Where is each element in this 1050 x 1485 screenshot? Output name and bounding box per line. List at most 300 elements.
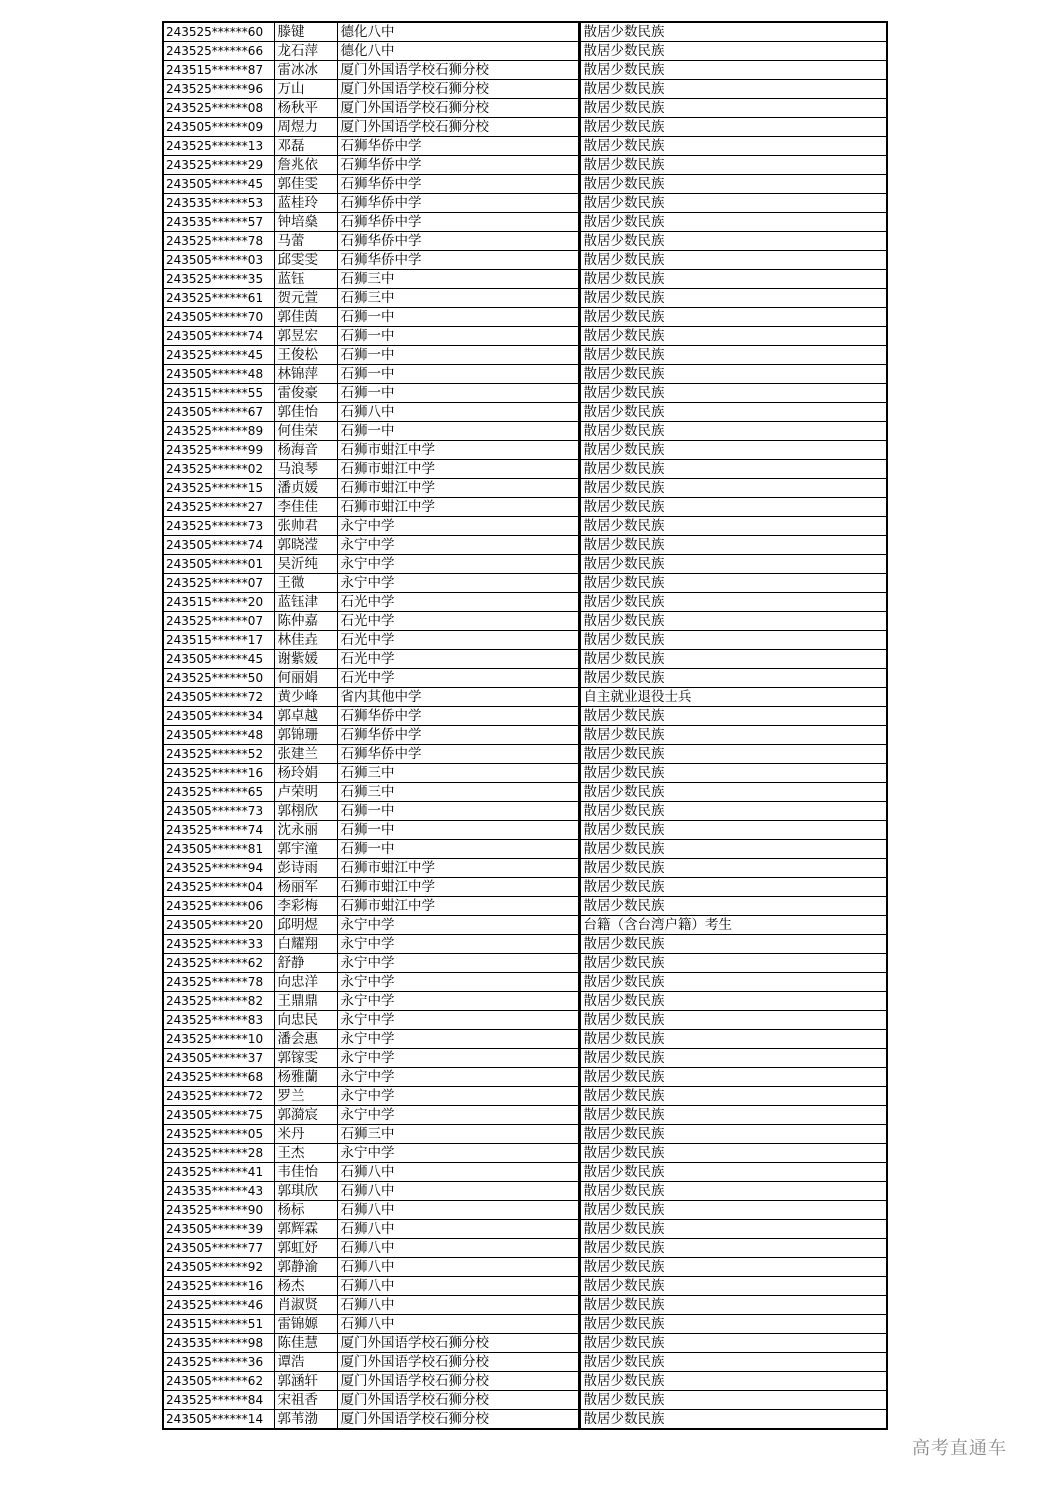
table-row — [163, 878, 887, 897]
candidate-id-cell: 243525******96 — [163, 80, 274, 99]
name-cell: 谢紫媛 — [274, 650, 337, 669]
table-row — [163, 1163, 887, 1182]
category-cell: 散居少数民族 — [579, 783, 887, 802]
candidate-id-cell: 243505******70 — [163, 308, 274, 327]
school-cell: 石狮市蚶江中学 — [337, 878, 579, 897]
name-cell: 潘会惠 — [274, 1030, 337, 1049]
name-cell: 杨杰 — [274, 1277, 337, 1296]
school-cell: 永宁中学 — [337, 1030, 579, 1049]
category-cell: 散居少数民族 — [579, 669, 887, 688]
school-cell: 石狮一中 — [337, 422, 579, 441]
category-cell: 散居少数民族 — [579, 1030, 887, 1049]
category-cell: 散居少数民族 — [579, 1163, 887, 1182]
table-row — [163, 669, 887, 688]
school-cell: 石狮华侨中学 — [337, 251, 579, 270]
candidate-id-cell: 243505******74 — [163, 327, 274, 346]
table-row — [163, 821, 887, 840]
name-cell: 潘贞媛 — [274, 479, 337, 498]
school-cell: 石狮华侨中学 — [337, 156, 579, 175]
category-cell: 散居少数民族 — [579, 859, 887, 878]
category-cell: 散居少数民族 — [579, 213, 887, 232]
candidate-id-cell: 243525******05 — [163, 1125, 274, 1144]
school-cell: 石狮三中 — [337, 783, 579, 802]
candidate-id-cell: 243525******29 — [163, 156, 274, 175]
name-cell: 沈永丽 — [274, 821, 337, 840]
name-cell: 张建兰 — [274, 745, 337, 764]
candidate-id-cell: 243505******39 — [163, 1220, 274, 1239]
school-cell: 永宁中学 — [337, 517, 579, 536]
name-cell: 张帅君 — [274, 517, 337, 536]
candidate-id-cell: 243535******57 — [163, 213, 274, 232]
table-row — [163, 1353, 887, 1372]
name-cell: 万山 — [274, 80, 337, 99]
category-cell: 散居少数民族 — [579, 802, 887, 821]
candidate-id-cell: 243525******82 — [163, 992, 274, 1011]
category-cell: 散居少数民族 — [579, 460, 887, 479]
table-row — [163, 137, 887, 156]
candidate-id-cell: 243525******02 — [163, 460, 274, 479]
school-cell: 石狮市蚶江中学 — [337, 859, 579, 878]
candidate-id-cell: 243505******48 — [163, 726, 274, 745]
name-cell: 詹兆依 — [274, 156, 337, 175]
table-row — [163, 308, 887, 327]
name-cell: 杨标 — [274, 1201, 337, 1220]
school-cell: 石狮华侨中学 — [337, 137, 579, 156]
name-cell: 郭佳雯 — [274, 175, 337, 194]
candidate-id-cell: 243525******60 — [163, 22, 274, 42]
name-cell: 韦佳怡 — [274, 1163, 337, 1182]
category-cell: 散居少数民族 — [579, 346, 887, 365]
name-cell: 郭琪欣 — [274, 1182, 337, 1201]
candidate-id-cell: 243505******34 — [163, 707, 274, 726]
watermark-text: 高考直通车 — [912, 1438, 1007, 1459]
category-cell: 散居少数民族 — [579, 1125, 887, 1144]
candidate-id-cell: 243505******45 — [163, 650, 274, 669]
name-cell: 马蕾 — [274, 232, 337, 251]
category-cell: 散居少数民族 — [579, 99, 887, 118]
name-cell: 雷冰冰 — [274, 61, 337, 80]
table-row — [163, 270, 887, 289]
school-cell: 石狮华侨中学 — [337, 194, 579, 213]
school-cell: 石狮华侨中学 — [337, 213, 579, 232]
table-row — [163, 1106, 887, 1125]
school-cell: 厦门外国语学校石狮分校 — [337, 1353, 579, 1372]
candidate-id-cell: 243525******78 — [163, 232, 274, 251]
category-cell: 散居少数民族 — [579, 840, 887, 859]
name-cell: 肖淑贤 — [274, 1296, 337, 1315]
school-cell: 石狮一中 — [337, 840, 579, 859]
category-cell: 散居少数民族 — [579, 726, 887, 745]
name-cell: 郭镓雯 — [274, 1049, 337, 1068]
category-cell: 散居少数民族 — [579, 479, 887, 498]
name-cell: 郭锦珊 — [274, 726, 337, 745]
table-row — [163, 745, 887, 764]
candidate-id-cell: 243525******84 — [163, 1391, 274, 1410]
name-cell: 郭佳怡 — [274, 403, 337, 422]
name-cell: 郭静渝 — [274, 1258, 337, 1277]
name-cell: 卢荣明 — [274, 783, 337, 802]
school-cell: 厦门外国语学校石狮分校 — [337, 1391, 579, 1410]
table-row — [163, 80, 887, 99]
candidate-id-cell: 243525******50 — [163, 669, 274, 688]
candidate-id-cell: 243505******75 — [163, 1106, 274, 1125]
table-row — [163, 1144, 887, 1163]
category-cell: 散居少数民族 — [579, 992, 887, 1011]
name-cell: 郭晓滢 — [274, 536, 337, 555]
category-cell: 散居少数民族 — [579, 897, 887, 916]
name-cell: 王鼎鼎 — [274, 992, 337, 1011]
table-row — [163, 175, 887, 194]
name-cell: 彭诗雨 — [274, 859, 337, 878]
table-row — [163, 118, 887, 137]
name-cell: 郭佳茵 — [274, 308, 337, 327]
category-cell: 散居少数民族 — [579, 365, 887, 384]
school-cell: 永宁中学 — [337, 954, 579, 973]
school-cell: 石狮八中 — [337, 1220, 579, 1239]
candidate-id-cell: 243515******17 — [163, 631, 274, 650]
name-cell: 马浪琴 — [274, 460, 337, 479]
name-cell: 杨秋平 — [274, 99, 337, 118]
candidate-id-cell: 243505******48 — [163, 365, 274, 384]
table-row — [163, 365, 887, 384]
table-row — [163, 99, 887, 118]
school-cell: 石狮三中 — [337, 1125, 579, 1144]
table-row — [163, 536, 887, 555]
candidate-id-cell: 243525******27 — [163, 498, 274, 517]
candidate-id-cell: 243525******61 — [163, 289, 274, 308]
category-cell: 散居少数民族 — [579, 1353, 887, 1372]
name-cell: 蓝钰津 — [274, 593, 337, 612]
table-row — [163, 194, 887, 213]
school-cell: 石狮八中 — [337, 1201, 579, 1220]
table-row — [163, 1372, 887, 1391]
name-cell: 何佳荣 — [274, 422, 337, 441]
candidate-id-cell: 243525******10 — [163, 1030, 274, 1049]
table-row — [163, 840, 887, 859]
table-row — [163, 1182, 887, 1201]
name-cell: 杨丽军 — [274, 878, 337, 897]
name-cell: 雷俊豪 — [274, 384, 337, 403]
school-cell: 德化八中 — [337, 22, 579, 42]
candidate-id-cell: 243525******04 — [163, 878, 274, 897]
candidate-id-cell: 243525******13 — [163, 137, 274, 156]
candidate-id-cell: 243505******81 — [163, 840, 274, 859]
school-cell: 石狮一中 — [337, 365, 579, 384]
candidate-id-cell: 243525******08 — [163, 99, 274, 118]
category-cell: 散居少数民族 — [579, 745, 887, 764]
name-cell: 郭栩欣 — [274, 802, 337, 821]
table-row — [163, 403, 887, 422]
candidate-id-cell: 243525******73 — [163, 517, 274, 536]
table-row — [163, 631, 887, 650]
school-cell: 石狮一中 — [337, 346, 579, 365]
table-row — [163, 517, 887, 536]
category-cell: 散居少数民族 — [579, 270, 887, 289]
candidate-id-cell: 243525******99 — [163, 441, 274, 460]
category-cell: 散居少数民族 — [579, 954, 887, 973]
name-cell: 郭涵轩 — [274, 1372, 337, 1391]
table-row — [163, 346, 887, 365]
name-cell: 郭辉霖 — [274, 1220, 337, 1239]
candidate-id-cell: 243505******62 — [163, 1372, 274, 1391]
category-cell: 散居少数民族 — [579, 517, 887, 536]
candidate-id-cell: 243505******72 — [163, 688, 274, 707]
category-cell: 散居少数民族 — [579, 42, 887, 61]
candidate-id-cell: 243535******43 — [163, 1182, 274, 1201]
school-cell: 永宁中学 — [337, 992, 579, 1011]
school-cell: 石狮八中 — [337, 1239, 579, 1258]
name-cell: 宋祖香 — [274, 1391, 337, 1410]
candidate-id-cell: 243525******94 — [163, 859, 274, 878]
school-cell: 石狮八中 — [337, 1182, 579, 1201]
school-cell: 厦门外国语学校石狮分校 — [337, 61, 579, 80]
table-row — [163, 1410, 887, 1430]
school-cell: 石狮八中 — [337, 1258, 579, 1277]
name-cell: 蓝桂玲 — [274, 194, 337, 213]
category-cell: 散居少数民族 — [579, 194, 887, 213]
school-cell: 永宁中学 — [337, 536, 579, 555]
candidate-id-cell: 243525******16 — [163, 764, 274, 783]
name-cell: 贺元萱 — [274, 289, 337, 308]
school-cell: 石狮三中 — [337, 270, 579, 289]
table-row — [163, 726, 887, 745]
table-row — [163, 1258, 887, 1277]
school-cell: 石狮市蚶江中学 — [337, 460, 579, 479]
name-cell: 向忠民 — [274, 1011, 337, 1030]
school-cell: 石光中学 — [337, 612, 579, 631]
table-row — [163, 916, 887, 935]
table-row — [163, 954, 887, 973]
category-cell: 散居少数民族 — [579, 137, 887, 156]
table-row — [163, 1030, 887, 1049]
table-row — [163, 232, 887, 251]
candidate-id-cell: 243525******66 — [163, 42, 274, 61]
school-cell: 石狮八中 — [337, 1163, 579, 1182]
table-row — [163, 1391, 887, 1410]
category-cell: 散居少数民族 — [579, 1106, 887, 1125]
name-cell: 王杰 — [274, 1144, 337, 1163]
school-cell: 石狮一中 — [337, 327, 579, 346]
name-cell: 李佳佳 — [274, 498, 337, 517]
name-cell: 钟培燊 — [274, 213, 337, 232]
name-cell: 郭宇潼 — [274, 840, 337, 859]
school-cell: 厦门外国语学校石狮分校 — [337, 80, 579, 99]
school-cell: 石狮八中 — [337, 1277, 579, 1296]
table-row — [163, 1087, 887, 1106]
name-cell: 邱雯雯 — [274, 251, 337, 270]
table-row — [163, 479, 887, 498]
table-row — [163, 251, 887, 270]
category-cell: 散居少数民族 — [579, 1315, 887, 1334]
category-cell: 散居少数民族 — [579, 878, 887, 897]
table-row — [163, 650, 887, 669]
table-row — [163, 783, 887, 802]
category-cell: 散居少数民族 — [579, 1011, 887, 1030]
name-cell: 雷锦嫄 — [274, 1315, 337, 1334]
school-cell: 石狮三中 — [337, 764, 579, 783]
candidate-id-cell: 243525******72 — [163, 1087, 274, 1106]
table-row — [163, 707, 887, 726]
candidate-table — [162, 21, 888, 1430]
table-row — [163, 973, 887, 992]
candidate-id-cell: 243525******52 — [163, 745, 274, 764]
category-cell: 散居少数民族 — [579, 1334, 887, 1353]
candidate-id-cell: 243525******06 — [163, 897, 274, 916]
category-cell: 散居少数民族 — [579, 1220, 887, 1239]
school-cell: 厦门外国语学校石狮分校 — [337, 1334, 579, 1353]
candidate-id-cell: 243525******35 — [163, 270, 274, 289]
table-row — [163, 327, 887, 346]
name-cell: 王微 — [274, 574, 337, 593]
category-cell: 台籍（含台湾户籍）考生 — [579, 916, 887, 935]
category-cell: 散居少数民族 — [579, 251, 887, 270]
category-cell: 散居少数民族 — [579, 384, 887, 403]
school-cell: 永宁中学 — [337, 1087, 579, 1106]
school-cell: 永宁中学 — [337, 1049, 579, 1068]
name-cell: 周煜力 — [274, 118, 337, 137]
candidate-id-cell: 243505******92 — [163, 1258, 274, 1277]
name-cell: 郭漪宸 — [274, 1106, 337, 1125]
category-cell: 散居少数民族 — [579, 175, 887, 194]
candidate-id-cell: 243515******51 — [163, 1315, 274, 1334]
candidate-id-cell: 243525******41 — [163, 1163, 274, 1182]
table-row — [163, 1220, 887, 1239]
school-cell: 厦门外国语学校石狮分校 — [337, 1372, 579, 1391]
category-cell: 散居少数民族 — [579, 232, 887, 251]
category-cell: 散居少数民族 — [579, 1144, 887, 1163]
category-cell: 散居少数民族 — [579, 1201, 887, 1220]
category-cell: 散居少数民族 — [579, 593, 887, 612]
table-row — [163, 1296, 887, 1315]
candidate-id-cell: 243525******89 — [163, 422, 274, 441]
school-cell: 石狮八中 — [337, 403, 579, 422]
table-row — [163, 213, 887, 232]
candidate-id-cell: 243535******98 — [163, 1334, 274, 1353]
table-row — [163, 1068, 887, 1087]
name-cell: 米丹 — [274, 1125, 337, 1144]
candidate-id-cell: 243505******09 — [163, 118, 274, 137]
candidate-id-cell: 243525******07 — [163, 574, 274, 593]
category-cell: 散居少数民族 — [579, 289, 887, 308]
candidate-id-cell: 243525******46 — [163, 1296, 274, 1315]
category-cell: 散居少数民族 — [579, 1372, 887, 1391]
name-cell: 李彩梅 — [274, 897, 337, 916]
category-cell: 散居少数民族 — [579, 764, 887, 783]
school-cell: 石狮市蚶江中学 — [337, 498, 579, 517]
school-cell: 德化八中 — [337, 42, 579, 61]
candidate-id-cell: 243515******87 — [163, 61, 274, 80]
school-cell: 石狮一中 — [337, 384, 579, 403]
category-cell: 散居少数民族 — [579, 1296, 887, 1315]
school-cell: 永宁中学 — [337, 1068, 579, 1087]
name-cell: 郭昱宏 — [274, 327, 337, 346]
candidate-id-cell: 243505******37 — [163, 1049, 274, 1068]
table-row — [163, 460, 887, 479]
name-cell: 杨玲娟 — [274, 764, 337, 783]
name-cell: 杨雅蘭 — [274, 1068, 337, 1087]
school-cell: 石光中学 — [337, 650, 579, 669]
school-cell: 永宁中学 — [337, 1144, 579, 1163]
candidate-id-cell: 243505******03 — [163, 251, 274, 270]
table-row — [163, 1011, 887, 1030]
school-cell: 石狮市蚶江中学 — [337, 441, 579, 460]
category-cell: 散居少数民族 — [579, 61, 887, 80]
table-row — [163, 1277, 887, 1296]
school-cell: 石狮华侨中学 — [337, 175, 579, 194]
school-cell: 石狮三中 — [337, 289, 579, 308]
category-cell: 散居少数民族 — [579, 555, 887, 574]
table-row — [163, 61, 887, 80]
name-cell: 郭苇渤 — [274, 1410, 337, 1430]
name-cell: 陈佳慧 — [274, 1334, 337, 1353]
name-cell: 杨海音 — [274, 441, 337, 460]
category-cell: 散居少数民族 — [579, 536, 887, 555]
table-row — [163, 802, 887, 821]
school-cell: 永宁中学 — [337, 916, 579, 935]
name-cell: 郭虹妤 — [274, 1239, 337, 1258]
table-row — [163, 1125, 887, 1144]
name-cell: 林锦萍 — [274, 365, 337, 384]
school-cell: 石狮八中 — [337, 1296, 579, 1315]
school-cell: 厦门外国语学校石狮分校 — [337, 99, 579, 118]
name-cell: 陈仲嘉 — [274, 612, 337, 631]
candidate-id-cell: 243525******45 — [163, 346, 274, 365]
school-cell: 石狮一中 — [337, 802, 579, 821]
school-cell: 石光中学 — [337, 669, 579, 688]
category-cell: 散居少数民族 — [579, 1258, 887, 1277]
school-cell: 石狮市蚶江中学 — [337, 479, 579, 498]
name-cell: 林佳垚 — [274, 631, 337, 650]
candidate-id-cell: 243525******90 — [163, 1201, 274, 1220]
candidate-table-body — [163, 22, 887, 1429]
category-cell: 散居少数民族 — [579, 1410, 887, 1430]
candidate-id-cell: 243525******78 — [163, 973, 274, 992]
category-cell: 散居少数民族 — [579, 80, 887, 99]
school-cell: 永宁中学 — [337, 1011, 579, 1030]
category-cell: 散居少数民族 — [579, 612, 887, 631]
category-cell: 散居少数民族 — [579, 935, 887, 954]
table-row — [163, 441, 887, 460]
candidate-id-cell: 243505******20 — [163, 916, 274, 935]
category-cell: 散居少数民族 — [579, 308, 887, 327]
table-row — [163, 498, 887, 517]
candidate-id-cell: 243525******65 — [163, 783, 274, 802]
school-cell: 永宁中学 — [337, 574, 579, 593]
table-row — [163, 42, 887, 61]
table-row — [163, 22, 887, 42]
school-cell: 石狮一中 — [337, 821, 579, 840]
table-row — [163, 688, 887, 707]
name-cell: 邓磊 — [274, 137, 337, 156]
candidate-id-cell: 243525******33 — [163, 935, 274, 954]
candidate-id-cell: 243525******16 — [163, 1277, 274, 1296]
name-cell: 郭卓越 — [274, 707, 337, 726]
category-cell: 散居少数民族 — [579, 403, 887, 422]
category-cell: 自主就业退役士兵 — [579, 688, 887, 707]
table-row — [163, 859, 887, 878]
name-cell: 王俊松 — [274, 346, 337, 365]
table-row — [163, 764, 887, 783]
school-cell: 石狮华侨中学 — [337, 726, 579, 745]
candidate-id-cell: 243525******15 — [163, 479, 274, 498]
candidate-id-cell: 243505******74 — [163, 536, 274, 555]
category-cell: 散居少数民族 — [579, 1239, 887, 1258]
candidate-id-cell: 243525******36 — [163, 1353, 274, 1372]
name-cell: 滕键 — [274, 22, 337, 42]
table-row — [163, 935, 887, 954]
category-cell: 散居少数民族 — [579, 1087, 887, 1106]
candidate-id-cell: 243505******77 — [163, 1239, 274, 1258]
